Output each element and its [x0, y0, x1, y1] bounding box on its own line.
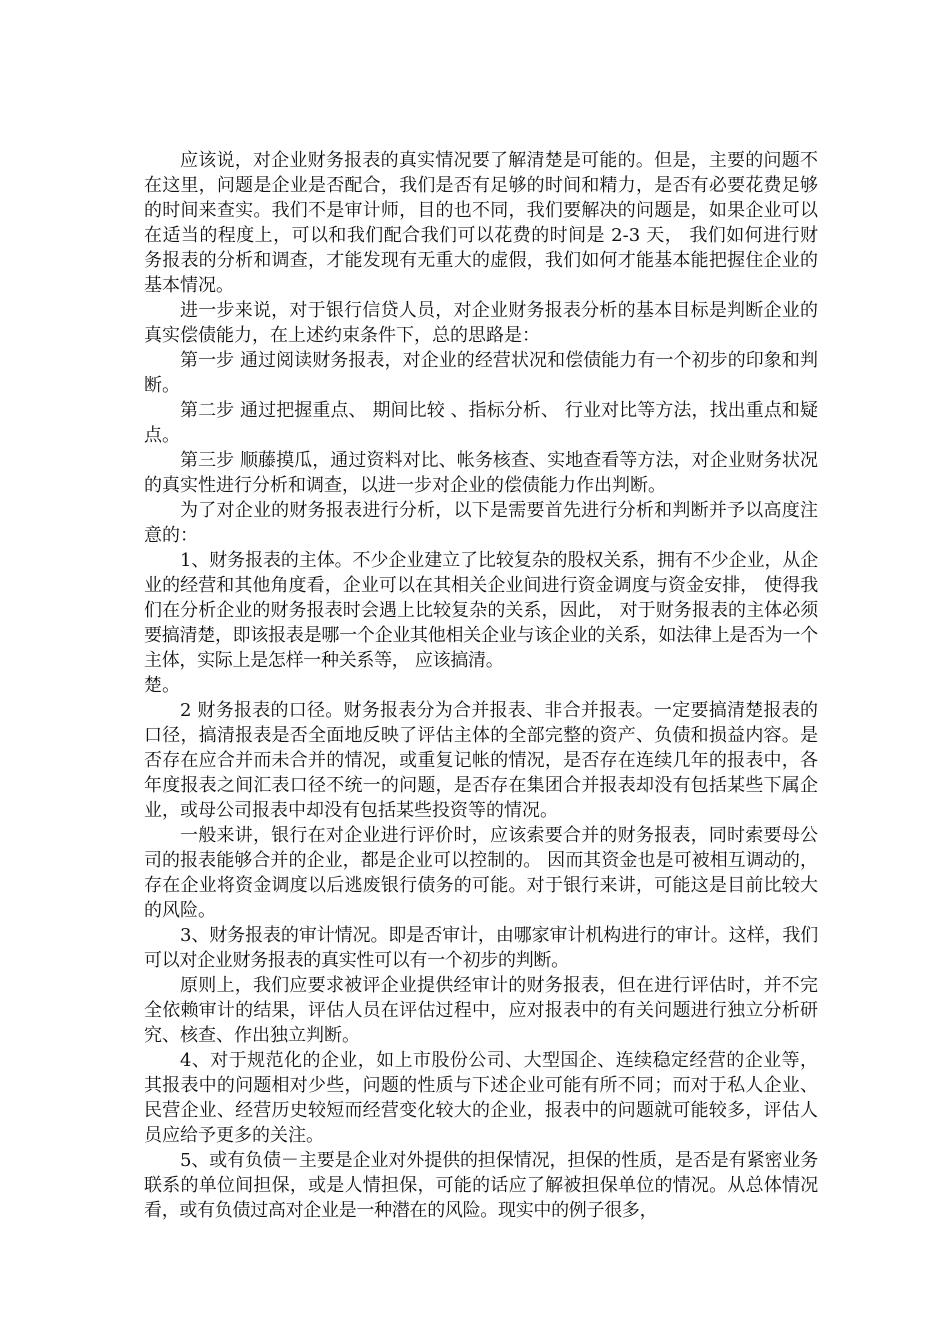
paragraph-item-5: 5、或有负债－主要是企业对外提供的担保情况，担保的性质，是否是有紧密业务联系的单位间担保，或是人情担保，可能的话应了解被担保单位的情况。从总体情况看，或有负债过高对企业是一种潜在的风险。现实中的例子很多，: [144, 1150, 818, 1221]
paragraph-item-3: 3、财务报表的审计情况。即是否审计，由哪家审计机构进行的审计。这样，我们可以对企业财务报表的真实性可以有一个初步的判断。: [144, 925, 818, 971]
document-body: [144, 148, 818, 1223]
paragraph-item-2-note: 一般来讲，银行在对企业进行评价时，应该索要合并的财务报表，同时索要母公司的报表能够合并的企业，都是企业可以控制的。 因而其资金也是可被相互调动的，存在企业将资金调度以后逃废银行债务的可能。对于银行来讲，可能这是目前比较大的风险。: [144, 825, 818, 921]
paragraph-item-4: 4、对于规范化的企业，如上市股份公司、大型国企、连续稳定经营的企业等，其报表中的问题相对少些，问题的性质与下述企业可能有所不同；而对于私人企业、民营企业、经营历史较短而经营变化较大的企业，报表中的问题就可能较多，评估人员应给予更多的关注。: [144, 1050, 818, 1146]
paragraph-goal: 进一步来说，对于银行信贷人员，对企业财务报表分析的基本目标是判断企业的真实偿债能力，在上述约束条件下，总的思路是：: [144, 300, 818, 346]
paragraph-item-3-note: 原则上，我们应要求被评企业提供经审计的财务报表，但在进行评估时，并不完全依赖审计的结果，评估人员在评估过程中，应对报表中的有关问题进行独立分析研究、核查、作出独立判断。: [144, 975, 818, 1046]
paragraph-intro: 应该说，对企业财务报表的真实情况要了解清楚是可能的。但是，主要的问题不在这里，问题是企业是否配合，我们是否有足够的时间和精力，是否有必要花费足够的时间来查实。我们不是审计师，目的也不同，我们要解决的问题是，如果企业可以在适当的程度上，可以和我们配合我们可以花费的时间是 2-3 天， 我们如何进行财务报表的分析和调查，才能发现有无重大的虚假，我们如何才能基本能把握住企业的基本情况。: [144, 150, 818, 296]
paragraph-step-1: 第一步 通过阅读财务报表，对企业的经营状况和偿债能力有一个初步的印象和判断。: [144, 350, 818, 396]
paragraph-step-3: 第三步 顺藤摸瓜，通过资料对比、帐务核查、实地查看等方法，对企业财务状况的真实性进行分析和调查，以进一步对企业的偿债能力作出判断。: [144, 450, 818, 496]
paragraph-item-1-tail: 楚。: [144, 675, 180, 696]
paragraph-analysis-lead: 为了对企业的财务报表进行分析，以下是需要首先进行分析和判断并予以高度注意的：: [144, 500, 818, 546]
paragraph-step-2: 第二步 通过把握重点、 期间比较 、指标分析、 行业对比等方法，找出重点和疑点。: [144, 400, 818, 446]
paragraph-item-2: 2 财务报表的口径。财务报表分为合并报表、非合并报表。一定要搞清楚报表的口径，搞清报表是否全面地反映了评估主体的全部完整的资产、负债和损益内容。是否存在应合并而未合并的情况，或重复记帐的情况，是否存在连续几年的报表中，各年度报表之间汇表口径不统一的问题，是否存在集团合并报表却没有包括某些下属企业，或母公司报表中却没有包括某些投资等的情况。: [144, 700, 818, 821]
paragraph-item-1: 1、财务报表的主体。不少企业建立了比较复杂的股权关系，拥有不少企业，从企业的经营和其他角度看，企业可以在其相关企业间进行资金调度与资金安排， 使得我们在分析企业的财务报表时会遇上比较复杂的关系，因此， 对于财务报表的主体必须要搞清楚，即该报表是哪一个企业其他相关企业与该企业的关系，如法律上是否为一个主体，实际上是怎样一种关系等， 应该搞清。: [144, 550, 818, 671]
